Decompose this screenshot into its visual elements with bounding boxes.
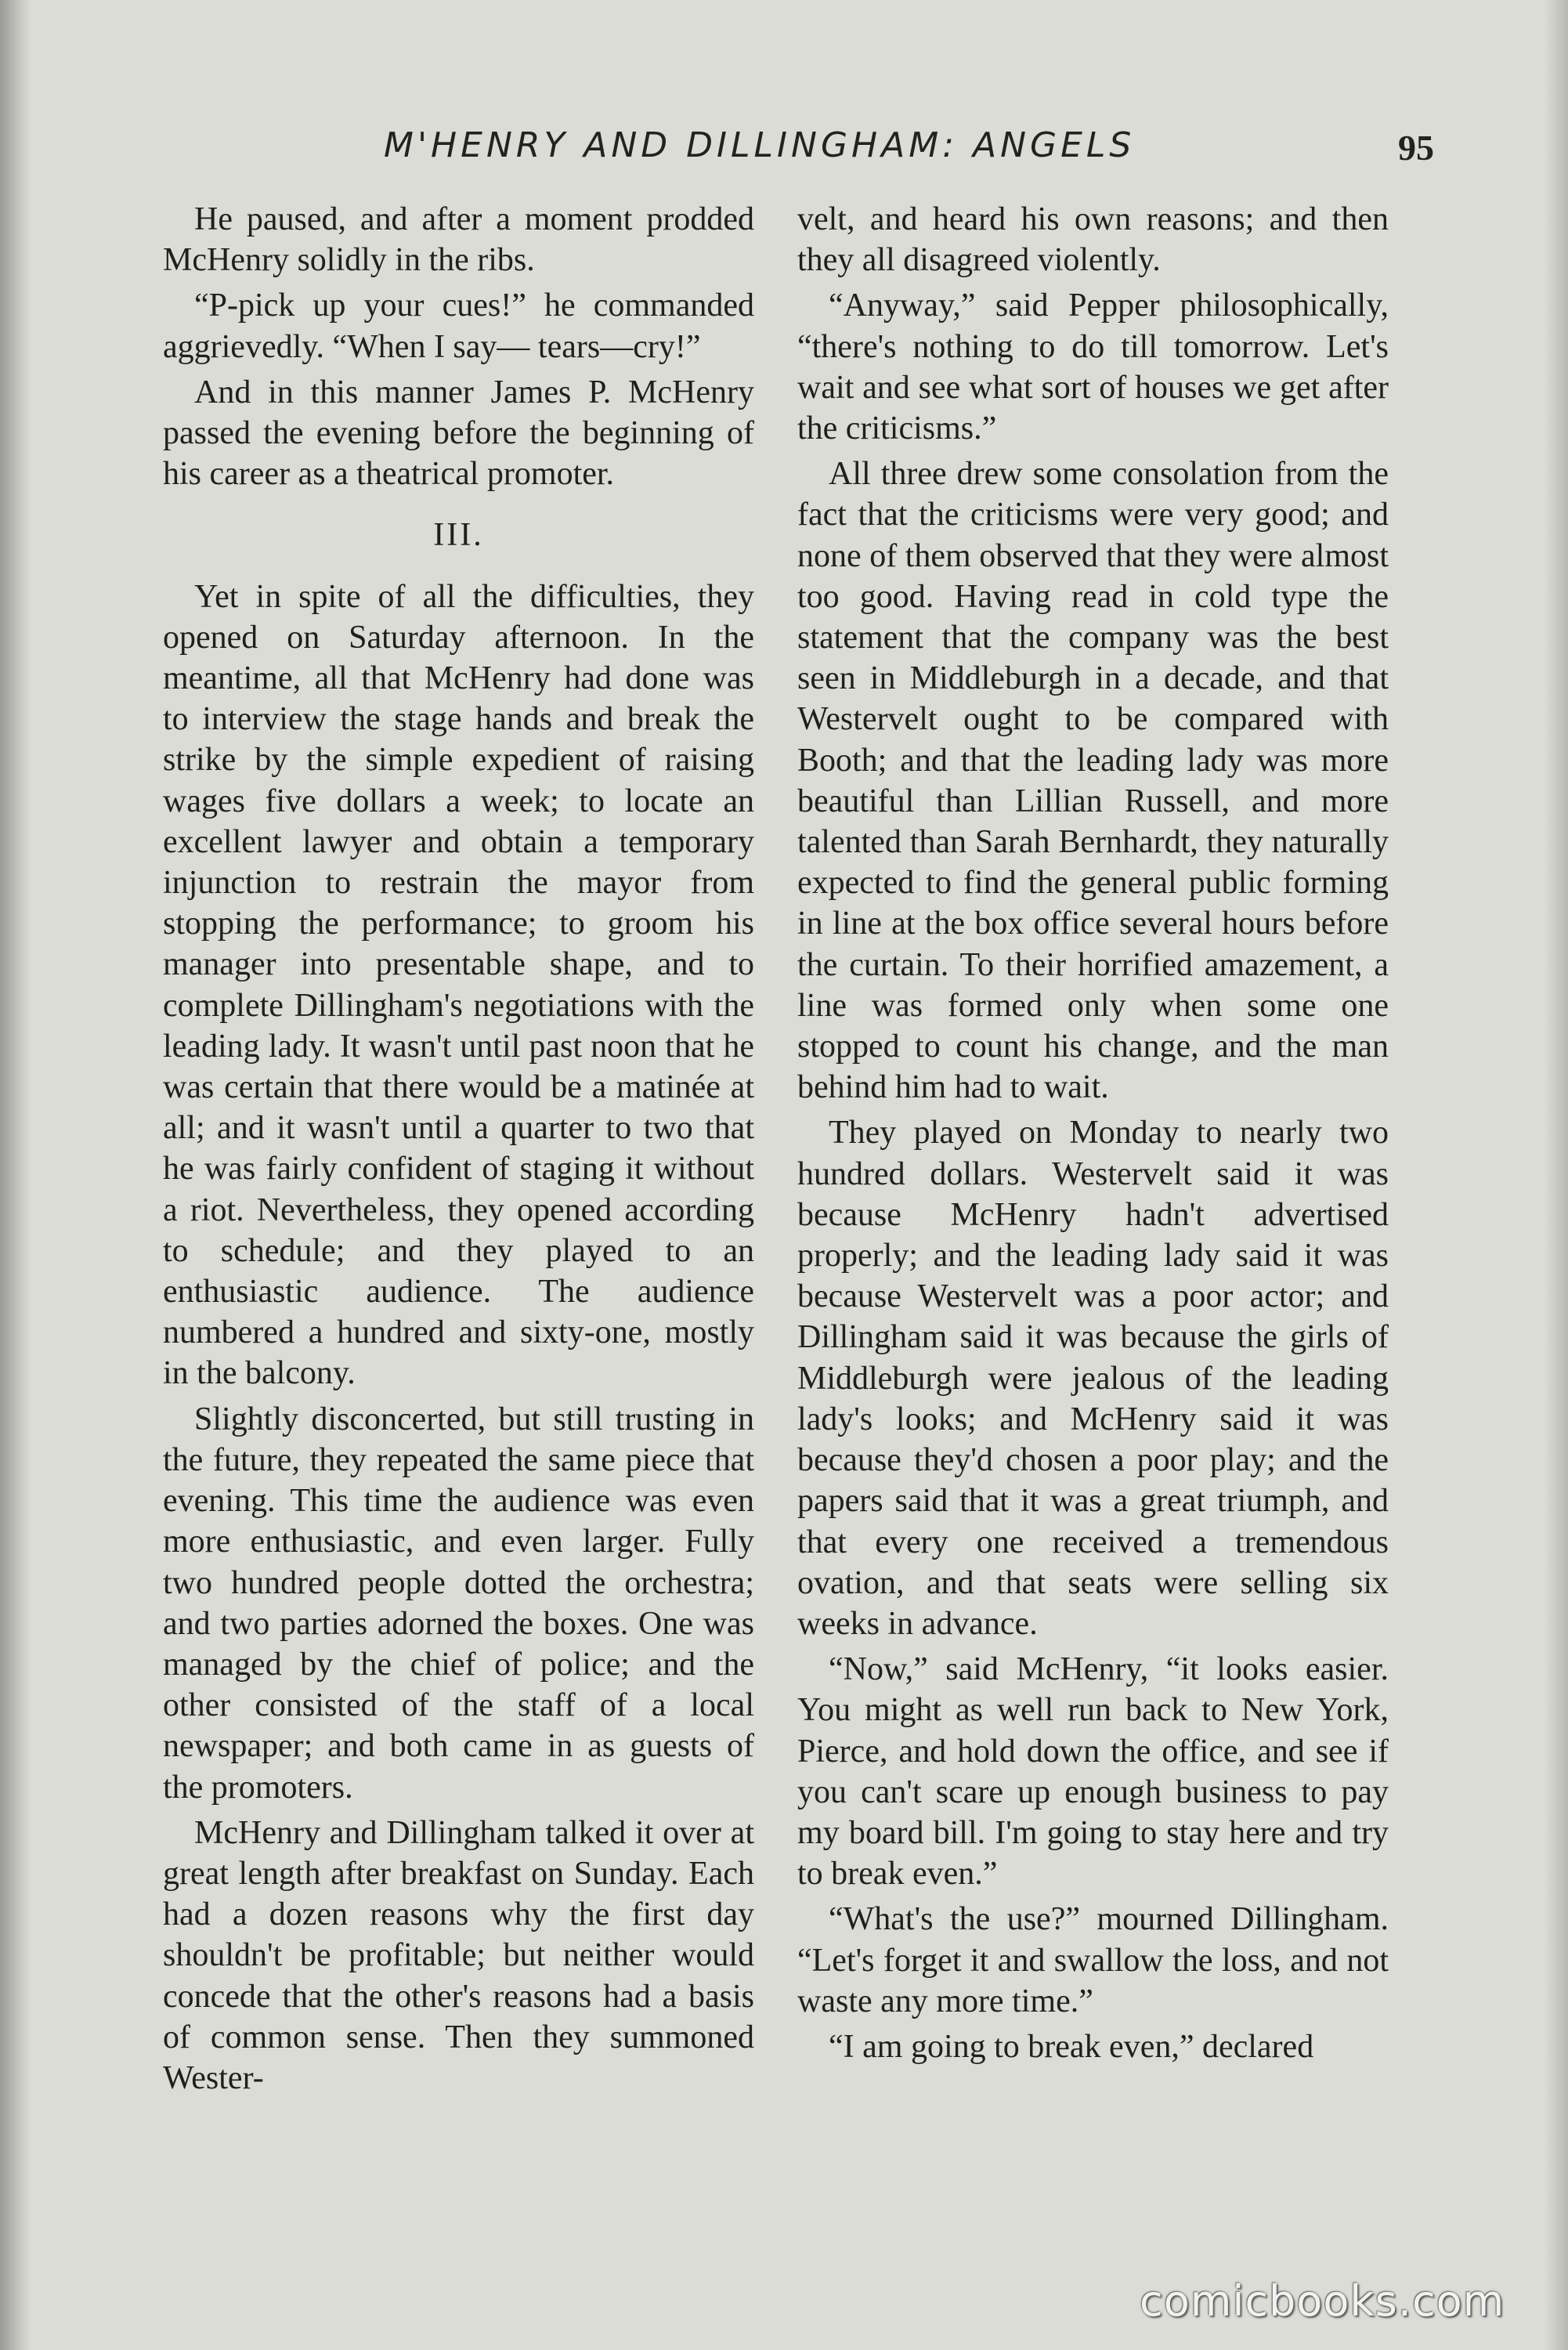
paragraph: “What's the use?” mourned Dillingham. “Let's forget it and swallow the loss, and not waste any more time.”: [797, 1901, 1389, 2019]
paragraph: And in this manner James P. McHenry passed the evening before the beginning of his career as a theatrical promoter.: [163, 374, 754, 493]
left-column: [163, 199, 754, 2099]
paragraph: “I am going to break even,” declared: [829, 2028, 1314, 2065]
paragraph: velt, and heard his own reasons; and then they all disagreed violently.: [797, 201, 1389, 279]
paragraph: “Now,” said McHenry, “it looks easier. You might as well run back to New York, Pierce, and hold down the office, and see if you can't scare up enough business to pay my board bill. I'm going to stay here and try to break even.”: [797, 1651, 1389, 1893]
page-header: [0, 125, 1568, 172]
scan-edge-left: [0, 0, 30, 2350]
paragraph: “Anyway,” said Pepper philosophically, “there's nothing to do till tomorrow. Let's wait and see what sort of houses we get after the criticisms.”: [797, 287, 1389, 447]
scan-edge-right: [1545, 0, 1568, 2350]
watermark-logo: comicbooks.com: [1140, 2276, 1505, 2326]
paragraph: Slightly disconcerted, but still trusting in the future, they repeated the same piece that evening. This time the audience was even more enthusiastic, and even larger. Fully two hundred people dotted the orchestra; and two parties adorned the boxes. One was managed by the chief of police; and the other consisted of the staff of a local newspaper; and both came in as guests of the promoters.: [163, 1401, 754, 1806]
section-heading: III.: [433, 517, 484, 554]
paragraph: All three drew some consolation from the fact that the criticisms were very good; and none of them observed that they were almost too good. Having read in cold type the statement that the company was the best seen in Middleburgh in a decade, and that Westervelt ought to be compared with Booth; and that the leading lady was more beautiful than Lillian Russell, and more talented than Sarah Bernhardt, they naturally expected to find the general public forming in line at the box office several hours before the curtain. To their horrified amazement, a line was formed only when some one stopped to count his change, and the man behind him had to wait.: [797, 456, 1389, 1106]
paragraph: “P-pick up your cues!” he commanded aggrievedly. “When I say— tears—cry!”: [163, 287, 754, 365]
paragraph: He paused, and after a moment prodded McHenry solidly in the ribs.: [163, 201, 754, 279]
paragraph: They played on Monday to nearly two hundred dollars. Westervelt said it was because McHenry hadn't advertised properly; and the leading lady said it was because Westervelt was a poor actor; and Dillingham said it was because the girls of Middleburgh were jealous of the leading lady's looks; and McHenry said it was because they'd chosen a poor play; and the papers said that it was a great triumph, and that every one received a tremendous ovation, and that seats were selling six weeks in advance.: [797, 1115, 1389, 1642]
right-column: [797, 199, 1389, 2067]
paragraph: McHenry and Dillingham talked it over at great length after breakfast on Sunday. Each had a dozen reasons why the first day shouldn't be profitable; but neither would concede that the other's reasons had a basis of common sense. Then they summoned Wester-: [163, 1814, 754, 2096]
paragraph: Yet in spite of all the difficulties, they opened on Saturday afternoon. In the meantime, all that McHenry had done was to interview the stage hands and break the strike by the simple expedient of raising wages five dollars a week; to locate an excellent lawyer and obtain a temporary injunction to restrain the mayor from stopping the performance; to groom his manager into presentable shape, and to complete Dillingham's negotiations with the leading lady. It wasn't until past noon that he was certain that there would be a matinée at all; and it wasn't until a quarter to two that he was fairly confident of staging it without a riot. Nevertheless, they opened according to schedule; and they played to an enthusiastic audience. The audience numbered a hundred and sixty-one, mostly in the balcony.: [163, 578, 754, 1392]
page-number: 95: [1398, 128, 1434, 168]
running-head: M'HENRY AND DILLINGHAM: ANGELS: [384, 125, 1136, 165]
